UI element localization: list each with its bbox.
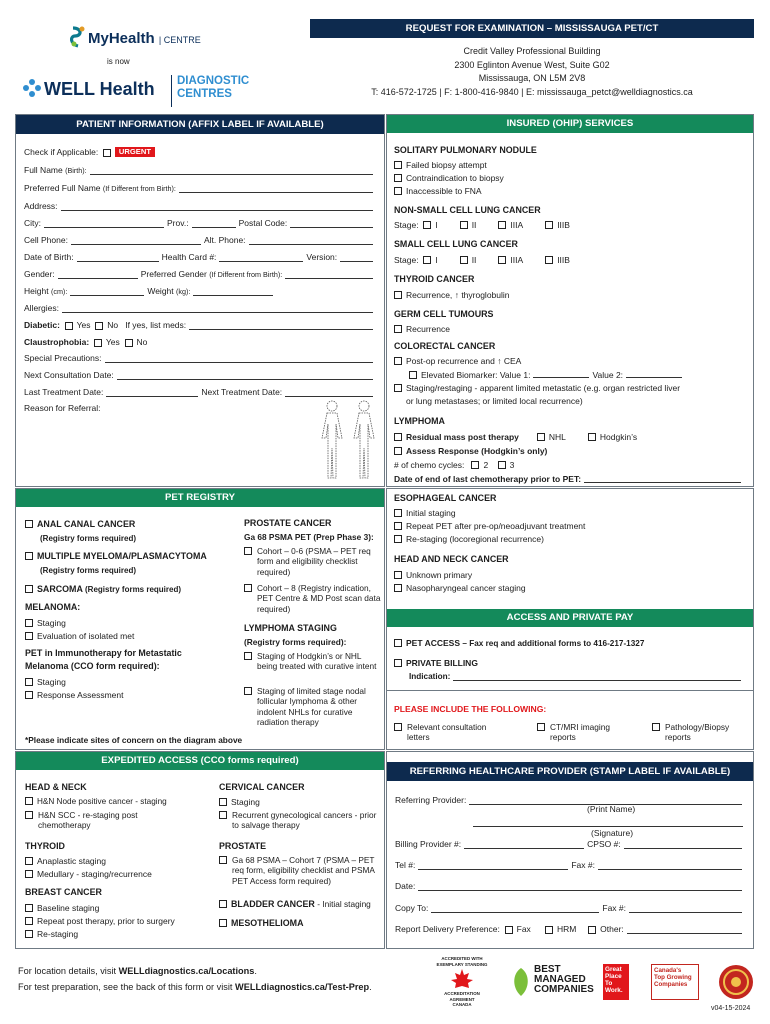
divider (387, 690, 753, 691)
hn-item-2[interactable]: Nasopharyngeal cancer staging (394, 583, 526, 593)
height-field[interactable] (70, 287, 144, 296)
city-row: City: Prov.: Postal Code: (24, 216, 376, 228)
phone-row: Cell Phone: Alt. Phone: (24, 233, 376, 245)
preferred-gender-field[interactable] (285, 270, 373, 279)
include-consultation[interactable]: Relevant consultation letters (394, 722, 509, 743)
indication-field[interactable] (453, 672, 741, 681)
exp-breast-title: BREAST CANCER (25, 887, 102, 897)
sclc-stage-iiia-checkbox[interactable] (498, 256, 506, 264)
signature-field[interactable] (473, 826, 743, 827)
alt-phone-field[interactable] (249, 236, 373, 245)
prostate-cohort-8[interactable]: Cohort – 8 (Registry indication, PET Centre & MD Post scan data required) (244, 583, 382, 614)
tel-field[interactable] (418, 861, 568, 870)
exp-hn-title: HEAD & NECK (25, 782, 87, 792)
nsclc-title: NON-SMALL CELL LUNG CANCER (394, 205, 541, 215)
chemo-3-checkbox[interactable] (498, 461, 506, 469)
end-chemo-row: Date of end of last chemotherapy prior to PET: (394, 474, 744, 484)
residual-mass-checkbox[interactable] (394, 433, 402, 441)
version-label: v04-15-2024 (711, 1005, 751, 1012)
delivery-hrm-checkbox[interactable] (545, 926, 553, 934)
hn-item-1[interactable]: Unknown primary (394, 570, 472, 580)
full-name-field[interactable] (90, 166, 373, 175)
melanoma-title: MELANOMA: (25, 602, 81, 612)
weight-field[interactable] (193, 287, 273, 296)
nsclc-stage-i-checkbox[interactable] (423, 221, 431, 229)
urgent-checkbox[interactable] (103, 149, 111, 157)
exp-meso[interactable]: MESOTHELIOMA (219, 918, 303, 928)
address-line-2: 2300 Eglinton Avenue West, Suite G02 (454, 59, 610, 70)
date-field[interactable] (418, 882, 742, 891)
lymphoma-staging-1[interactable]: Staging of Hodgkin’s or NHL being treated with curative intent (244, 651, 382, 672)
last-treatment-field[interactable] (106, 388, 198, 397)
allergies-field[interactable] (62, 304, 373, 313)
exp-thyroid-1[interactable]: Anaplastic staging (25, 856, 106, 866)
preferred-name-row: Preferred Full Name (If Different from Birth): (24, 181, 376, 193)
meds-field[interactable] (189, 321, 373, 330)
address-block (310, 45, 754, 99)
reason-row: Reason for Referral: (24, 403, 101, 413)
exp-thyroid-title: THYROID (25, 841, 65, 851)
footer-prep-line: For test preparation, see the back of this form or visit WELLdiagnostics.ca/Test-Prep. (18, 982, 372, 992)
anal-canal-note: (Registry forms required) (40, 534, 137, 543)
expedited-header: EXPEDITED ACCESS (CCO forms required) (16, 752, 384, 770)
full-name-row: Full Name (Birth): (24, 163, 376, 175)
delivery-other-checkbox[interactable] (588, 926, 596, 934)
exp-breast-2[interactable]: Repeat post therapy, prior to surgery (25, 916, 175, 926)
exp-breast-1[interactable]: Baseline staging (25, 903, 99, 913)
exp-cervical-title: CERVICAL CANCER (219, 782, 305, 792)
include-pathology[interactable]: Pathology/Biopsy reports (652, 722, 752, 743)
anal-canal-item[interactable]: ANAL CANAL CANCER (25, 519, 135, 529)
special-precautions-field[interactable] (105, 354, 374, 363)
referring-panel (386, 751, 754, 949)
delivery-other-field[interactable] (627, 925, 742, 934)
claustrophobia-row: Claustrophobia: Yes No (24, 337, 148, 347)
print-name-label: (Print Name) (587, 804, 636, 814)
chemo-cycles-row: # of chemo cycles: 2 3 (394, 460, 515, 470)
right-mid-panel (386, 488, 754, 750)
claus-yes-checkbox[interactable] (94, 339, 102, 347)
eso-item-3[interactable]: Re-staging (locoregional recurrence) (394, 534, 544, 544)
spn-item-1[interactable]: Failed biopsy attempt (394, 160, 487, 170)
sclc-stage-ii-checkbox[interactable] (460, 256, 468, 264)
address-row: Address: (24, 199, 376, 211)
date-row: Date: (395, 879, 745, 891)
maple-leaf-icon (450, 968, 474, 990)
body-diagram-icon[interactable] (316, 398, 382, 482)
exp-breast-3[interactable]: Re-staging (25, 929, 78, 939)
germ-item[interactable]: Recurrence (394, 324, 450, 334)
referring-header: REFERRING HEALTHCARE PROVIDER (STAMP LABEL IF AVAILABLE) (387, 762, 753, 781)
footer-location-line: For location details, visit WELLdiagnostics.ca/Locations. (18, 966, 257, 976)
eso-item-1[interactable]: Initial staging (394, 508, 456, 518)
spn-title: SOLITARY PULMONARY NODULE (394, 145, 537, 155)
well-health-logo-icon (22, 78, 42, 98)
assess-response[interactable]: Assess Response (Hodgkin’s only) (394, 446, 547, 456)
next-treatment-field[interactable] (285, 388, 373, 397)
exp-hn-2[interactable]: H&N SCC - re-staging post chemotherapy (25, 810, 215, 831)
delivery-row: Report Delivery Preference: Fax HRM Other: (395, 922, 745, 934)
private-billing-item[interactable]: PRIVATE BILLING (394, 658, 478, 668)
myeloma-note: (Registry forms required) (40, 566, 137, 575)
logo-divider (171, 75, 172, 107)
allergies-row: Allergies: (24, 301, 376, 313)
include-imaging[interactable]: CT/MRI imaging reports (537, 722, 627, 743)
preferred-name-field[interactable] (179, 184, 373, 193)
copy-fax-field[interactable] (629, 904, 742, 913)
copy-to-row: Copy To: Fax #: (395, 901, 745, 913)
dob-row: Date of Birth: Health Card #: Version: (24, 250, 376, 262)
signature-label: (Signature) (591, 828, 634, 838)
esophageal-title: ESOPHAGEAL CANCER (394, 493, 497, 503)
exp-hn-1[interactable]: H&N Node positive cancer - staging (25, 797, 167, 806)
up-arrow-icon: ↑ (454, 290, 459, 300)
myhealth-wordmark: MyHealth | CENTRE (88, 30, 201, 47)
eso-item-2[interactable]: Repeat PET after pre-op/neoadjuvant treatment (394, 521, 585, 531)
diagram-note: *Please indicate sites of concern on the diagram above (25, 735, 243, 745)
accreditation-badge: ACCREDITED WITH EXEMPLARY STANDING ACCREDITATION AGREMENT CANADA (436, 956, 488, 1007)
melanoma-staging[interactable]: Staging (25, 618, 66, 628)
colorectal-item-1[interactable]: Post-op recurrence and ↑ CEA (394, 356, 521, 366)
request-title: REQUEST FOR EXAMINATION – MISSISSAUGA PET/CT (310, 19, 754, 38)
pet-registry-header: PET REGISTRY (16, 489, 384, 507)
myeloma-item[interactable]: MULTIPLE MYELOMA/PLASMACYTOMA (25, 551, 207, 561)
immuno-title-2: Melanoma (CCO form required): (25, 661, 160, 671)
insured-header: INSURED (OHIP) SERVICES (387, 115, 753, 133)
tel-row: Tel #: Fax #: (395, 858, 745, 870)
sclc-stage-row: Stage: I II IIIA IIIB (394, 255, 570, 265)
prov-field[interactable] (192, 219, 236, 228)
spn-item-3[interactable]: Inaccessible to FNA (394, 186, 482, 196)
sclc-stage-iiib-checkbox[interactable] (545, 256, 553, 264)
thyroid-title: THYROID CANCER (394, 274, 475, 284)
dob-field[interactable] (77, 253, 159, 262)
version-field[interactable] (340, 253, 373, 262)
health-card-field[interactable] (219, 253, 303, 262)
test-prep-link[interactable]: WELLdiagnostics.ca/Test-Prep (235, 982, 370, 992)
include-title: PLEASE INCLUDE THE FOLLOWING: (394, 704, 547, 714)
exp-bladder[interactable]: BLADDER CANCER - Initial staging (219, 899, 371, 909)
sarcoma-item[interactable]: SARCOMA (Registry forms required) (25, 584, 181, 594)
referring-provider-row: Referring Provider: (395, 793, 745, 805)
claus-no-checkbox[interactable] (125, 339, 133, 347)
diabetic-yes-checkbox[interactable] (65, 322, 73, 330)
insured-services-panel (386, 114, 754, 487)
colorectal-title: COLORECTAL CANCER (394, 341, 496, 351)
lymphoma-staging-note: (Registry forms required): (244, 637, 347, 647)
address-line-3: Mississauga, ON L5M 2V8 (478, 73, 586, 83)
lymphoma-staging-title: LYMPHOMA STAGING (244, 623, 337, 633)
exp-prostate-title: PROSTATE (219, 841, 267, 851)
best-managed-leaf-icon (510, 966, 532, 998)
postal-code-field[interactable] (290, 219, 373, 228)
pet-access-item[interactable]: PET ACCESS – Fax req and additional forms to 416-217-1327 (394, 638, 644, 648)
immuno-staging[interactable]: Staging (25, 677, 66, 687)
treatment-dates-row: Last Treatment Date: Next Treatment Date: (24, 385, 376, 397)
billing-row: Billing Provider #: CPSO #: (395, 837, 745, 849)
nhl-checkbox[interactable] (537, 433, 545, 441)
cell-phone-field[interactable] (71, 236, 201, 245)
patient-info-header: PATIENT INFORMATION (AFFIX LABEL IF AVAILABLE) (16, 115, 384, 134)
fax-field[interactable] (598, 861, 742, 870)
up-arrow-icon: ↑ (497, 356, 502, 366)
best-managed-badge: BEST MANAGED COMPANIES (510, 964, 590, 1000)
diagnostic-centres-wordmark: DIAGNOSTIC CENTRES (177, 75, 250, 100)
next-consultation-field[interactable] (117, 371, 373, 380)
colorectal-item-3-cont: or lung metastases; or limited local recurrence) (406, 396, 583, 406)
immuno-title-1: PET in Immunotherapy for Metastatic (25, 648, 182, 658)
expedited-panel (15, 751, 385, 949)
nsclc-stage-row: Stage: I II IIIA IIIB (394, 220, 570, 230)
delivery-fax-checkbox[interactable] (505, 926, 513, 934)
urgent-badge: URGENT (115, 147, 155, 157)
patient-info-panel (15, 114, 385, 487)
pet-registry-panel (15, 488, 385, 750)
address-line-1: Credit Valley Professional Building (463, 46, 601, 56)
special-precautions-row: Special Precautions: (24, 351, 376, 363)
diabetic-row: Diabetic: Yes No If yes, list meds: (24, 318, 376, 330)
prostate-title: PROSTATE CANCER (244, 518, 332, 528)
ga-psma-title: Ga 68 PSMA PET (Prep Phase 3): (244, 532, 374, 542)
sclc-stage-i-checkbox[interactable] (423, 256, 431, 264)
colorectal-biomarker[interactable]: Elevated Biomarker: Value 1: Value 2: (409, 369, 685, 380)
spn-item-2[interactable]: Contraindication to biopsy (394, 173, 504, 183)
nsclc-stage-ii-checkbox[interactable] (460, 221, 468, 229)
thyroid-item[interactable]: Recurrence, ↑ thyroglobulin (394, 290, 510, 300)
address-field[interactable] (61, 202, 373, 211)
exp-cervical-1[interactable]: Staging (219, 797, 260, 807)
city-field[interactable] (44, 219, 164, 228)
gender-field[interactable] (58, 270, 138, 279)
diabetic-no-checkbox[interactable] (95, 322, 103, 330)
prostate-cohort-06[interactable]: Cohort – 0-6 (PSMA – PET req form and eligibility checklist required) (244, 546, 382, 577)
top-growing-badge: Canada's Top Growing Companies (651, 964, 699, 1000)
lymphoma-staging-2[interactable]: Staging of limited stage nodal follicular lymphoma & other indolent NHLs for curative radiation therapy (244, 686, 382, 727)
locations-link[interactable]: WELLdiagnostics.ca/Locations (118, 966, 255, 976)
exp-thyroid-2[interactable]: Medullary - staging/recurrence (25, 869, 152, 879)
colorectal-item-3[interactable]: Staging/restaging - apparent limited metastatic (e.g. organ restricted liver (394, 383, 680, 393)
residual-mass-row: Residual mass post therapy NHL Hodgkin’s (394, 432, 637, 442)
award-seal-icon (718, 964, 754, 1000)
logo-area (10, 20, 300, 110)
head-neck-title: HEAD AND NECK CANCER (394, 554, 509, 564)
indication-row: Indication: (409, 672, 744, 681)
chemo-2-checkbox[interactable] (471, 461, 479, 469)
access-header: ACCESS AND PRIVATE PAY (387, 609, 753, 627)
check-if-applicable-row: Check if Applicable: URGENT (24, 145, 376, 157)
immuno-response[interactable]: Response Assessment (25, 690, 123, 700)
next-consultation-row: Next Consultation Date: (24, 368, 376, 380)
exp-cervical-2[interactable]: Recurrent gynecological cancers - prior to salvage therapy (219, 810, 379, 831)
nsclc-stage-iiib-checkbox[interactable] (545, 221, 553, 229)
germ-title: GERM CELL TUMOURS (394, 309, 494, 319)
end-chemo-field[interactable] (584, 474, 741, 483)
hodgkin-checkbox[interactable] (588, 433, 596, 441)
is-now-text: is now (107, 57, 130, 66)
billing-field[interactable] (464, 840, 584, 849)
great-place-badge: Great Place To Work. (603, 964, 629, 1000)
sclc-title: SMALL CELL LUNG CANCER (394, 239, 518, 249)
height-row: Height (cm): Weight (kg): (24, 284, 376, 296)
myhealth-logo-icon (70, 26, 86, 48)
melanoma-isolated-met[interactable]: Evaluation of isolated met (25, 631, 134, 641)
contact-line: T: 416-572-1725 | F: 1-800-416-9840 | E: mississauga_petct@welldiagnostics.ca (371, 86, 693, 97)
exp-prostate-1[interactable]: Ga 68 PSMA – Cohort 7 (PSMA – PET req form, eligibility checklist and PSMA PET Access form required) (219, 855, 379, 886)
lymphoma-title: LYMPHOMA (394, 416, 445, 426)
cpso-field[interactable] (624, 840, 742, 849)
gender-row: Gender: Preferred Gender (If Different from Birth): (24, 267, 376, 279)
nsclc-stage-iiia-checkbox[interactable] (498, 221, 506, 229)
copy-to-field[interactable] (431, 904, 599, 913)
well-health-wordmark: WELL Health (44, 79, 155, 99)
